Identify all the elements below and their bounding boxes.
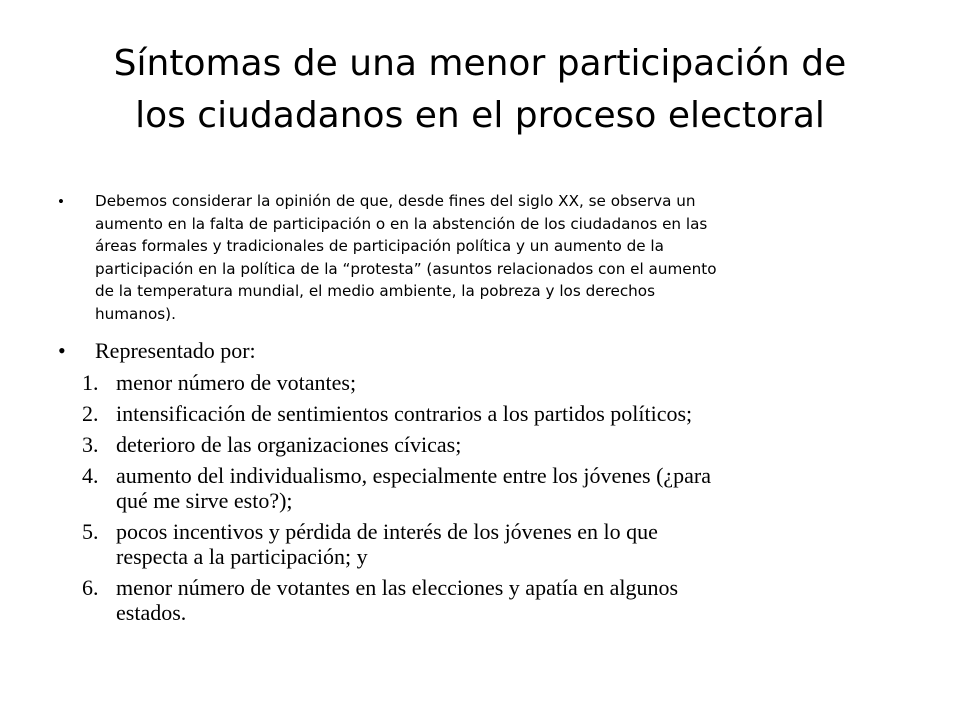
item-line: menor número de votantes; (116, 370, 357, 395)
item-line: pocos incentivos y pérdida de interés de los jóvenes en lo que (116, 519, 658, 544)
paragraph-line: Debemos considerar la opinión de que, desde fines del siglo XX, se observa un (95, 192, 696, 210)
bullet-icon: • (58, 192, 64, 211)
item-text (116, 370, 922, 395)
item-line: menor número de votantes en las elecciones y apatía en algunos (116, 575, 679, 600)
item-text (116, 432, 922, 457)
intro-paragraph (58, 190, 908, 326)
item-line: deterioro de las organizaciones cívicas; (116, 432, 462, 457)
item-text (116, 401, 922, 426)
item-number: 4. (82, 463, 99, 488)
list-item (82, 575, 922, 625)
item-line: estados. (116, 600, 187, 625)
numbered-list (82, 370, 922, 631)
paragraph-line: de la temperatura mundial, el medio ambiente, la pobreza y los derechos (95, 282, 656, 301)
intro-bullet (58, 190, 908, 326)
item-text (116, 575, 922, 625)
list-item (82, 370, 922, 395)
list-item (82, 463, 922, 513)
item-line: intensificación de sentimientos contrarios a los partidos políticos; (116, 401, 693, 426)
item-number: 6. (82, 575, 99, 600)
list-item (82, 401, 922, 426)
item-text (116, 463, 922, 513)
item-number: 5. (82, 519, 99, 544)
paragraph-line: aumento en la falta de participación o en la abstención de los ciudadanos en las (95, 214, 708, 233)
item-line: qué me sirve esto?); (116, 488, 293, 513)
represented-label: Representado por: (95, 338, 256, 363)
item-text (116, 519, 922, 569)
paragraph-line: áreas formales y tradicionales de participación política y un aumento de la (95, 237, 664, 256)
item-line: respecta a la participación; y (116, 544, 368, 569)
paragraph-line: humanos). (95, 304, 176, 323)
item-number: 2. (82, 401, 99, 426)
title-line: los ciudadanos en el proceso electoral (135, 95, 825, 136)
list-item (82, 432, 922, 457)
represented-bullet (58, 338, 256, 364)
list-item (82, 519, 922, 569)
title-line: Síntomas de una menor participación de (113, 43, 847, 84)
bullet-icon: • (58, 338, 66, 363)
slide-title (50, 38, 910, 142)
item-number: 1. (82, 370, 99, 395)
item-line: aumento del individualismo, especialmente entre los jóvenes (¿para (116, 463, 712, 488)
paragraph-line: participación en la política de la “protesta” (asuntos relacionados con el aumento (95, 259, 717, 278)
item-number: 3. (82, 432, 99, 457)
